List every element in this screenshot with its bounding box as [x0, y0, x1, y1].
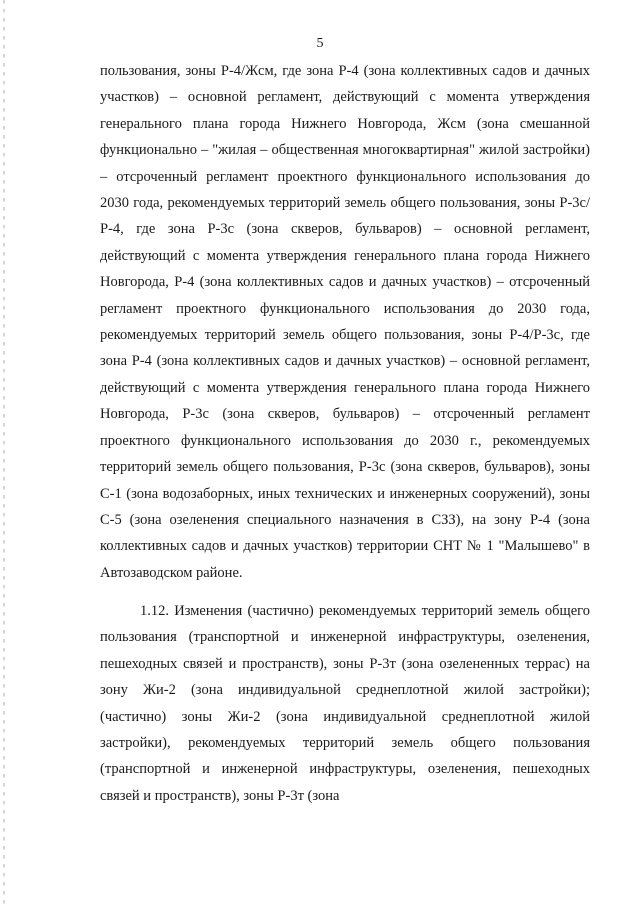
page-number: 5 [316, 36, 324, 51]
paragraph-item-1-12: 1.12. Изменения (частично) рекомендуемых территорий земель общего пользования (транспортной и инженерной инфраструктуры, озеленения, пешеходных связей и пространств), зоны Р-3т (зона озелененных террас) на зону Жи-2 (зона индивидуальной среднеплотной жилой застройки); (частично) зоны Жи-2 (зона индивидуальной среднеплотной жилой застройки), рекомендуемых территорий земель общего пользования (транспортной и инженерной инфраструктуры, озеленения, пешеходных связей и пространств), зоны Р-3т (зона [100, 603, 590, 804]
paragraph-continuation: пользования, зоны Р-4/Жсм, где зона Р-4 (зона коллективных садов и дачных участков) – основной регламент, действующий с момента утверждения генерального плана города Нижнего Новгорода, Жсм (зона смешанной функционально – "жилая – общественная многоквартирная" жилой застройки) – отсроченный регламент проектного функционального использования до 2030 года, рекомендуемых территорий земель общего пользования, зоны Р-3с/Р-4, где зона Р-3с (зона скверов, бульваров) – основной регламент, действующий с момента утверждения генерального плана города Нижнего Новгорода, Р-4 (зона коллективных садов и дачных участков) – отсроченный регламент проектного функционального использования до 2030 года, рекомендуемых территорий земель общего пользования, зоны Р-4/Р-3с, где зона Р-4 (зона коллективных садов и дачных участков) – основной регламент, действующий с момента утверждения генерального плана города Нижнего Новгорода, Р-3с (зона скверов, бульваров) – отсроченный регламент проектного функционального использования до 2030 г., рекомендуемых территорий земель общего пользования, Р-3с (зона скверов, бульваров), зоны С-1 (зона водозаборных, иных технических и инженерных сооружений), зоны С-5 (зона озеленения специального назначения в СЗЗ), на зону Р-4 (зона коллективных садов и дачных участков) территории СНТ № 1 "Малышево" в Автозаводском районе. [100, 63, 590, 581]
scan-edge-marks [3, 0, 5, 905]
